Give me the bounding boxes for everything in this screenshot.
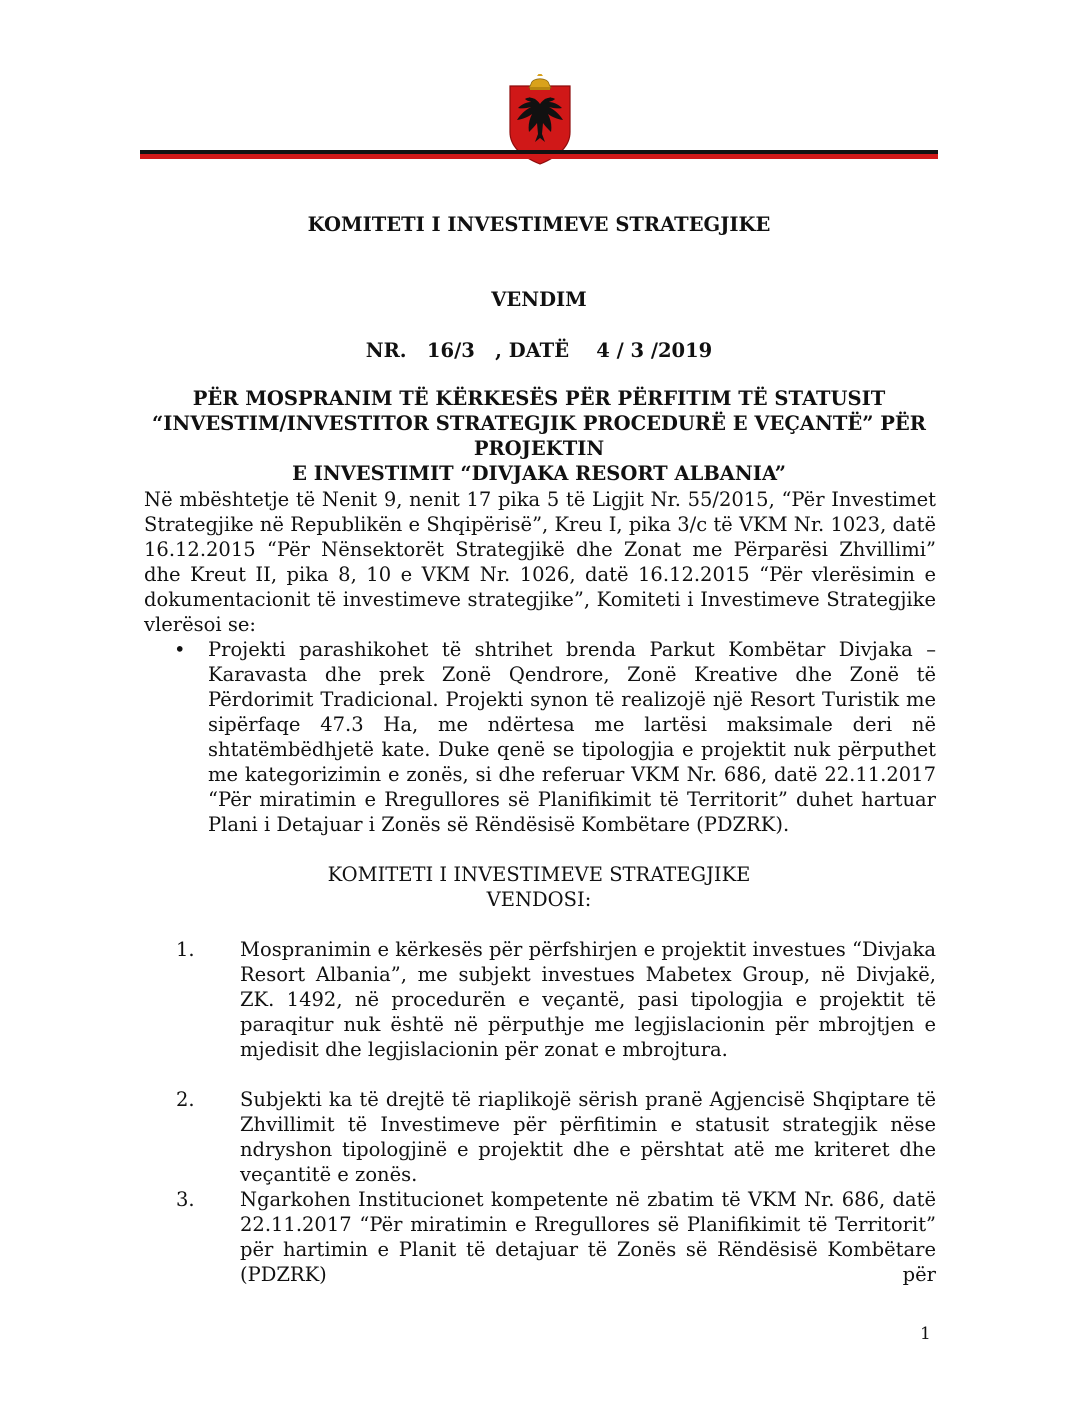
item-number: 1. (176, 938, 195, 961)
committee-title: KOMITETI I INVESTIMEVE STRATEGJIKE (307, 213, 771, 236)
decided-line: VENDOSI: (486, 888, 592, 911)
item-text: Mospranimin e kërkesës për përfshirjen e projektit investues “Divjaka Resort Albania”, me subjekt investues Mabetex Group, në Divjakë, ZK. 1492, në procedurën e veçantë, pasi tipologjia e projektit të paraqitur nuk është në përputhje me legjislacionin për mbrojtjen e mjedisit dhe legjislacionin për zonat e mbrojtura. (240, 938, 936, 1061)
subject-line: E INVESTIMIT “DIVJAKA RESORT ALBANIA” (292, 462, 786, 485)
assessment-text: Projekti parashikohet të shtrihet brenda Parkut Kombëtar Divjaka – Karavasta dhe prek Zonë Qendrore, Zonë Kreative dhe Zonë të Përdorimit Tradicional. Projekti synon të realizojë një Resort Turistik me sipërfaqe 47.3 Ha, me ndërtesa me lartësi maksimale deri në shtatëmbëdhjetë kate. Duke qenë se tipologjia e projektit nuk përputhet me kategorizimin e zonës, si dhe referuar VKM Nr. 686, datë 22.11.2017 “Për miratimin e Rregullores së Planifikimit të Territorit” duhet hartuar Plani i Detajuar i Zonës së Rëndësisë Kombëtare (PDZRK). (208, 638, 936, 836)
item-number: 2. (176, 1088, 195, 1111)
committee-line: KOMITETI I INVESTIMEVE STRATEGJIKE (327, 863, 751, 886)
subject-line: “INVESTIM/INVESTITOR STRATEGJIK PROCEDURË E VEÇANTË” PËR PROJEKTIN (152, 412, 926, 460)
decision-heading: VENDIM (491, 288, 587, 311)
item-text: Subjekti ka të drejtë të riaplikojë sërish pranë Agjencisë Shqiptare të Zhvillimit të Investimeve për përfitimin e statusit strategjik nëse ndryshon tipologjinë e projektit dhe e përshtat atë me kriteret dhe veçantitë e zonës. (240, 1088, 936, 1186)
legal-basis-paragraph: Në mbështetje të Nenit 9, nenit 17 pika 5 të Ligjit Nr. 55/2015, “Për Investimet Strategjike në Republikën e Shqipërisë”, Kreu I, pika 3/c të VKM Nr. 1023, datë 16.12.2015 “Për Nënsektorët Strategjikë dhe Zonat me Përparësi Zhvillimi” dhe Kreut II, pika 8, 10 e VKM Nr. 1026, datë 16.12.2015 “Për vlerësimin e dokumentacionit të investimeve strategjike”, Komiteti i Investimeve Strategjike vlerësoi se: (144, 488, 936, 636)
decision-committee-block (140, 862, 938, 912)
item-text: Ngarkohen Institucionet kompetente në zbatim të VKM Nr. 686, datë 22.11.2017 “Për miratimin e Rregullores së Planifikimit të Territorit” për hartimin e Planit të detajuar të Zonës së Rëndësisë Kombëtare (PDZRK) për (240, 1188, 936, 1286)
subject-line: PËR MOSPRANIM TË KËRKESËS PËR PËRFITIM TË STATUSIT (192, 387, 886, 410)
header-rule-red (140, 154, 938, 159)
item-number: 3. (176, 1188, 195, 1211)
bullet-icon: • (174, 638, 186, 661)
decision-number-date: NR. 16/3 , DATË 4 / 3 /2019 (365, 339, 713, 362)
decision-subject (140, 386, 938, 486)
page-number: 1 (920, 1324, 931, 1344)
